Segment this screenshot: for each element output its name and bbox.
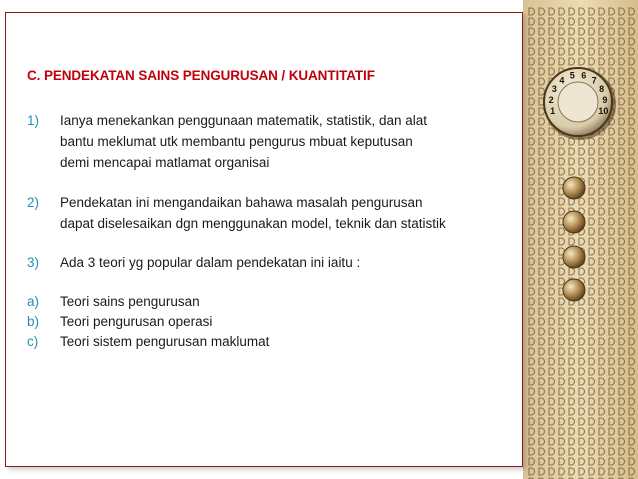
dial-digit: 7	[591, 75, 597, 86]
dial-digit: 10	[598, 106, 609, 117]
item-marker: b)	[27, 314, 40, 329]
item-marker: c)	[27, 334, 39, 349]
dial-digit: 3	[551, 84, 557, 94]
dial-digit: 5	[569, 70, 575, 81]
dial-digit: 2	[548, 94, 554, 105]
knob-icon	[563, 177, 585, 199]
item-line: Ianya menekankan penggunaan matematik, statistik, dan alat	[60, 113, 427, 128]
dial-digit: 1	[550, 106, 556, 117]
item-marker: 3)	[27, 255, 40, 270]
dial-digit: 9	[602, 94, 608, 105]
item-marker: a)	[27, 294, 40, 309]
item-line: Ada 3 teori yg popular dalam pendekatan ini iaitu :	[60, 255, 361, 270]
item-text: Teori pengurusan operasi	[60, 314, 213, 329]
item-line: dapat diselesaikan dgn menggunakan model, teknik dan statistik	[60, 216, 446, 231]
knob-icon	[563, 211, 585, 233]
item-text: Teori sains pengurusan	[60, 294, 200, 309]
slide-title: C. PENDEKATAN SAINS PENGURUSAN / KUANTITATIF	[27, 68, 375, 83]
knob-icon	[563, 279, 585, 301]
knob-icon	[563, 246, 585, 268]
item-line: bantu meklumat utk membantu pengurus mbuat keputusan	[60, 134, 413, 149]
tuning-dial-icon	[544, 68, 616, 140]
dial-digit: 6	[581, 70, 587, 81]
item-text: Teori sistem pengurusan maklumat	[60, 334, 270, 349]
dial-digit: 4	[559, 75, 565, 86]
item-line: Pendekatan ini mengandaikan bahawa masalah pengurusan	[60, 195, 423, 210]
item-marker: 2)	[27, 195, 40, 210]
dial-digit: 8	[599, 84, 605, 94]
radio-panel-image	[523, 0, 638, 479]
item-marker: 1)	[27, 113, 40, 128]
item-line: demi mencapai matlamat organisai	[60, 155, 270, 170]
